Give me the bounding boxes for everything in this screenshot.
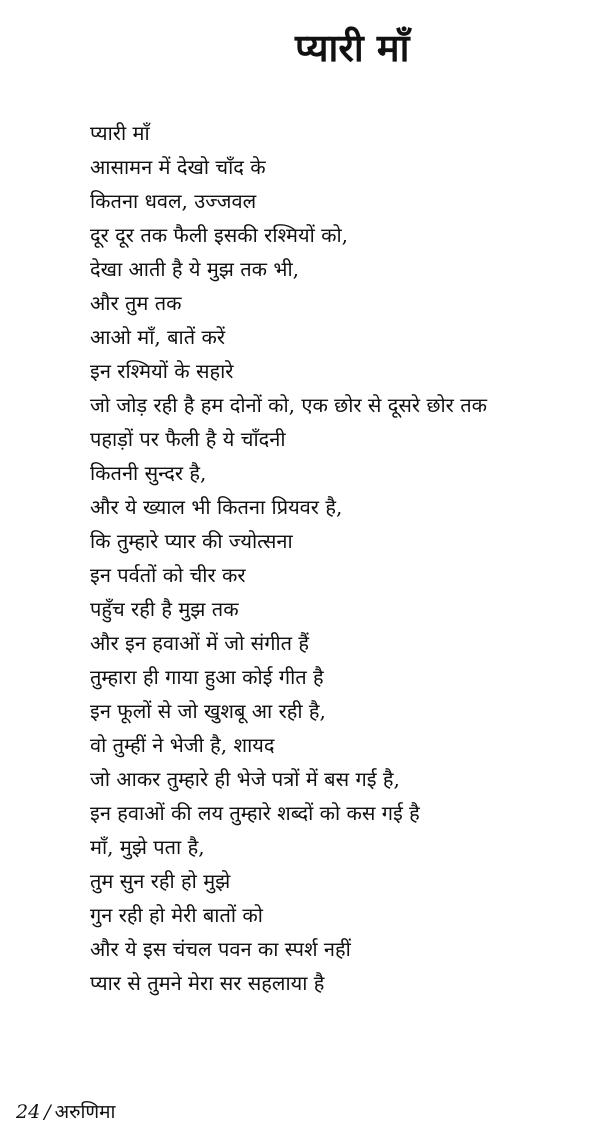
poem-line: आओ माँ, बातें करें: [90, 325, 226, 349]
poem-line: प्यार से तुमने मेरा सर सहलाया है: [90, 971, 325, 995]
poem-line: कितना धवल, उज्जवल: [90, 189, 257, 213]
book-title: अरुणिमा: [54, 1101, 116, 1123]
poem-line: देखा आती है ये मुझ तक भी,: [90, 257, 299, 281]
poem-line: पहाड़ों पर फैली है ये चाँदनी: [90, 427, 286, 451]
poem-line: और तुम तक: [90, 291, 182, 315]
poem-line: आसामन में देखो चाँद के: [90, 155, 266, 179]
poem-line: माँ, मुझे पता है,: [90, 835, 205, 859]
poem-line: तुम सुन रही हो मुझे: [90, 869, 231, 893]
poem-line: इन रश्मियों के सहारे: [90, 359, 234, 383]
poem-line: गुन रही हो मेरी बातों को: [90, 903, 263, 927]
footer-separator: /: [44, 1101, 51, 1123]
poem-body: [90, 116, 487, 1000]
poem-line: तुम्हारा ही गाया हुआ कोई गीत है: [90, 665, 324, 689]
poem-title: प्यारी माँ: [295, 26, 410, 70]
poem-line: इन हवाओं की लय तुम्हारे शब्दों को कस गई है: [90, 801, 420, 825]
page-footer: [16, 1098, 115, 1126]
poem-line: दूर दूर तक फैली इसकी रश्मियों को,: [90, 223, 349, 247]
poem-line: इन फूलों से जो खुशबू आ रही है,: [90, 699, 326, 723]
poem-line: कि तुम्हारे प्यार की ज्योत्सना: [90, 529, 293, 553]
page-number: 24: [16, 1101, 41, 1123]
poem-line: पहुँच रही है मुझ तक: [90, 597, 239, 621]
poem-line: जो जोड़ रही है हम दोनों को, एक छोर से दूसरे छोर तक: [90, 393, 487, 417]
poem-line: और इन हवाओं में जो संगीत हैं: [90, 631, 310, 655]
poem-line: जो आकर तुम्हारे ही भेजे पत्रों में बस गई है,: [90, 767, 400, 791]
poem-line: प्यारी माँ: [90, 121, 150, 145]
poem-line: और ये ख्याल भी कितना प्रियवर है,: [90, 495, 343, 519]
poem-line: वो तुम्हीं ने भेजी है, शायद: [90, 733, 275, 757]
poem-line: और ये इस चंचल पवन का स्पर्श नहीं: [90, 937, 351, 961]
poem-line: इन पर्वतों को चीर कर: [90, 563, 246, 587]
poem-line: कितनी सुन्दर है,: [90, 461, 207, 485]
